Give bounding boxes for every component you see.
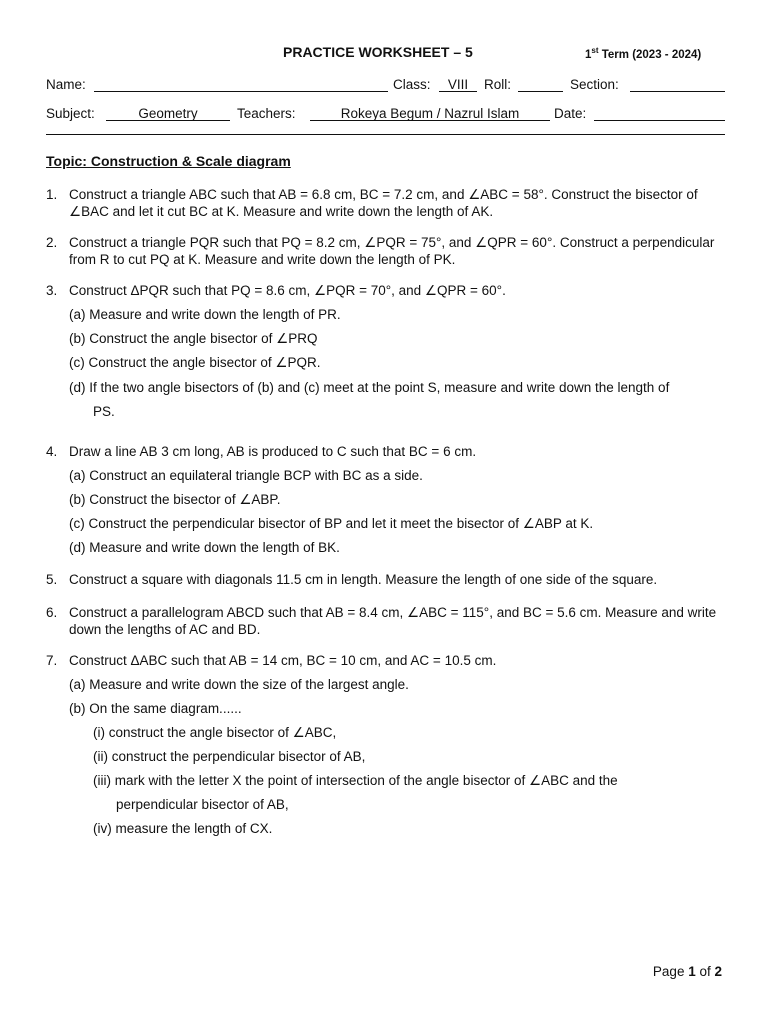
topic-heading: Topic: Construction & Scale diagram [46,153,291,169]
header-divider [46,134,725,135]
teachers-value: Rokeya Begum / Nazrul Islam [340,106,520,121]
teachers-label: Teachers: [237,106,296,121]
question-3-part-d-cont: PS. [93,404,115,419]
question-text: Construct a triangle PQR such that PQ = 8.2 cm, ∠PQR = 75°, and ∠QPR = 60°. Construct a perpendicular from R to cut PQ at K. Measure and write down the length of PK. [69,235,715,267]
page-of: of [695,964,715,979]
question-7 [46,653,726,670]
name-label: Name: [46,77,86,92]
question-3-part-c: (c) Construct the angle bisector of ∠PQR. [69,355,321,370]
page-current: 1 [688,964,696,979]
term-label [585,46,701,61]
question-text: Construct a parallelogram ABCD such that AB = 8.4 cm, ∠ABC = 115°, and BC = 5.6 cm. Measure and write down the lengths of AC and BD. [69,605,717,637]
question-7-subpart-ii: (ii) construct the perpendicular bisector of AB, [93,749,366,764]
page-total: 2 [714,964,722,979]
question-4-part-a: (a) Construct an equilateral triangle BCP with BC as a side. [69,468,423,483]
question-number: 6. [46,605,58,620]
question-number: 3. [46,283,58,298]
question-text: Construct a triangle ABC such that AB = 6.8 cm, BC = 7.2 cm, and ∠ABC = 58°. Construct the bisector of ∠BAC and let it cut BC at K. Measure and write down the length of AK. [69,187,698,219]
question-7-subpart-i: (i) construct the angle bisector of ∠ABC, [93,725,337,740]
question-5 [46,572,726,589]
subject-value: Geometry [138,106,198,121]
date-field[interactable] [594,120,725,121]
question-3-part-b: (b) Construct the angle bisector of ∠PRQ [69,331,318,346]
question-number: 1. [46,187,58,202]
question-4-part-c: (c) Construct the perpendicular bisector of BP and let it meet the bisector of ∠ABP at K. [69,516,594,531]
class-label: Class: [393,77,431,92]
question-4-part-b: (b) Construct the bisector of ∠ABP. [69,492,281,507]
question-2 [46,235,726,268]
question-4-part-d: (d) Measure and write down the length of BK. [69,540,340,555]
name-field[interactable] [94,91,388,92]
class-value: VIII [447,77,469,92]
question-3-part-a: (a) Measure and write down the length of PR. [69,307,341,322]
section-field[interactable] [630,91,725,92]
question-3 [46,283,726,300]
subject-label: Subject: [46,106,95,121]
question-7-subpart-iii: (iii) mark with the letter X the point of intersection of the angle bisector of ∠ABC and the [93,773,618,788]
question-number: 4. [46,444,58,459]
term-prefix: 1 [585,48,592,61]
question-number: 7. [46,653,58,668]
roll-label: Roll: [484,77,512,92]
question-number: 5. [46,572,58,587]
question-number: 2. [46,235,58,250]
page-number [653,964,722,979]
section-label: Section: [570,77,619,92]
term-superscript: st [591,46,599,55]
question-7-part-a: (a) Measure and write down the size of the largest angle. [69,677,409,692]
question-7-subpart-iii-cont: perpendicular bisector of AB, [116,797,289,812]
question-text: Draw a line AB 3 cm long, AB is produced to C such that BC = 6 cm. [69,444,477,459]
question-6 [46,605,726,638]
roll-field[interactable] [518,91,563,92]
page-prefix: Page [652,964,689,979]
question-4 [46,444,726,461]
term-rest: Term (2023 - 2024) [598,48,702,61]
question-1 [46,187,726,220]
question-text: Construct ΔABC such that AB = 14 cm, BC = 10 cm, and AC = 10.5 cm. [69,653,497,668]
question-text: Construct a square with diagonals 11.5 cm in length. Measure the length of one side of the square. [69,572,658,587]
question-text: Construct ΔPQR such that PQ = 8.6 cm, ∠PQR = 70°, and ∠QPR = 60°. [69,283,506,298]
worksheet-title: PRACTICE WORKSHEET – 5 [283,44,473,60]
question-7-part-b: (b) On the same diagram...... [69,701,242,716]
question-7-subpart-iv: (iv) measure the length of CX. [93,821,273,836]
date-label: Date: [554,106,587,121]
question-3-part-d: (d) If the two angle bisectors of (b) and (c) meet at the point S, measure and write down the length of [69,380,670,395]
